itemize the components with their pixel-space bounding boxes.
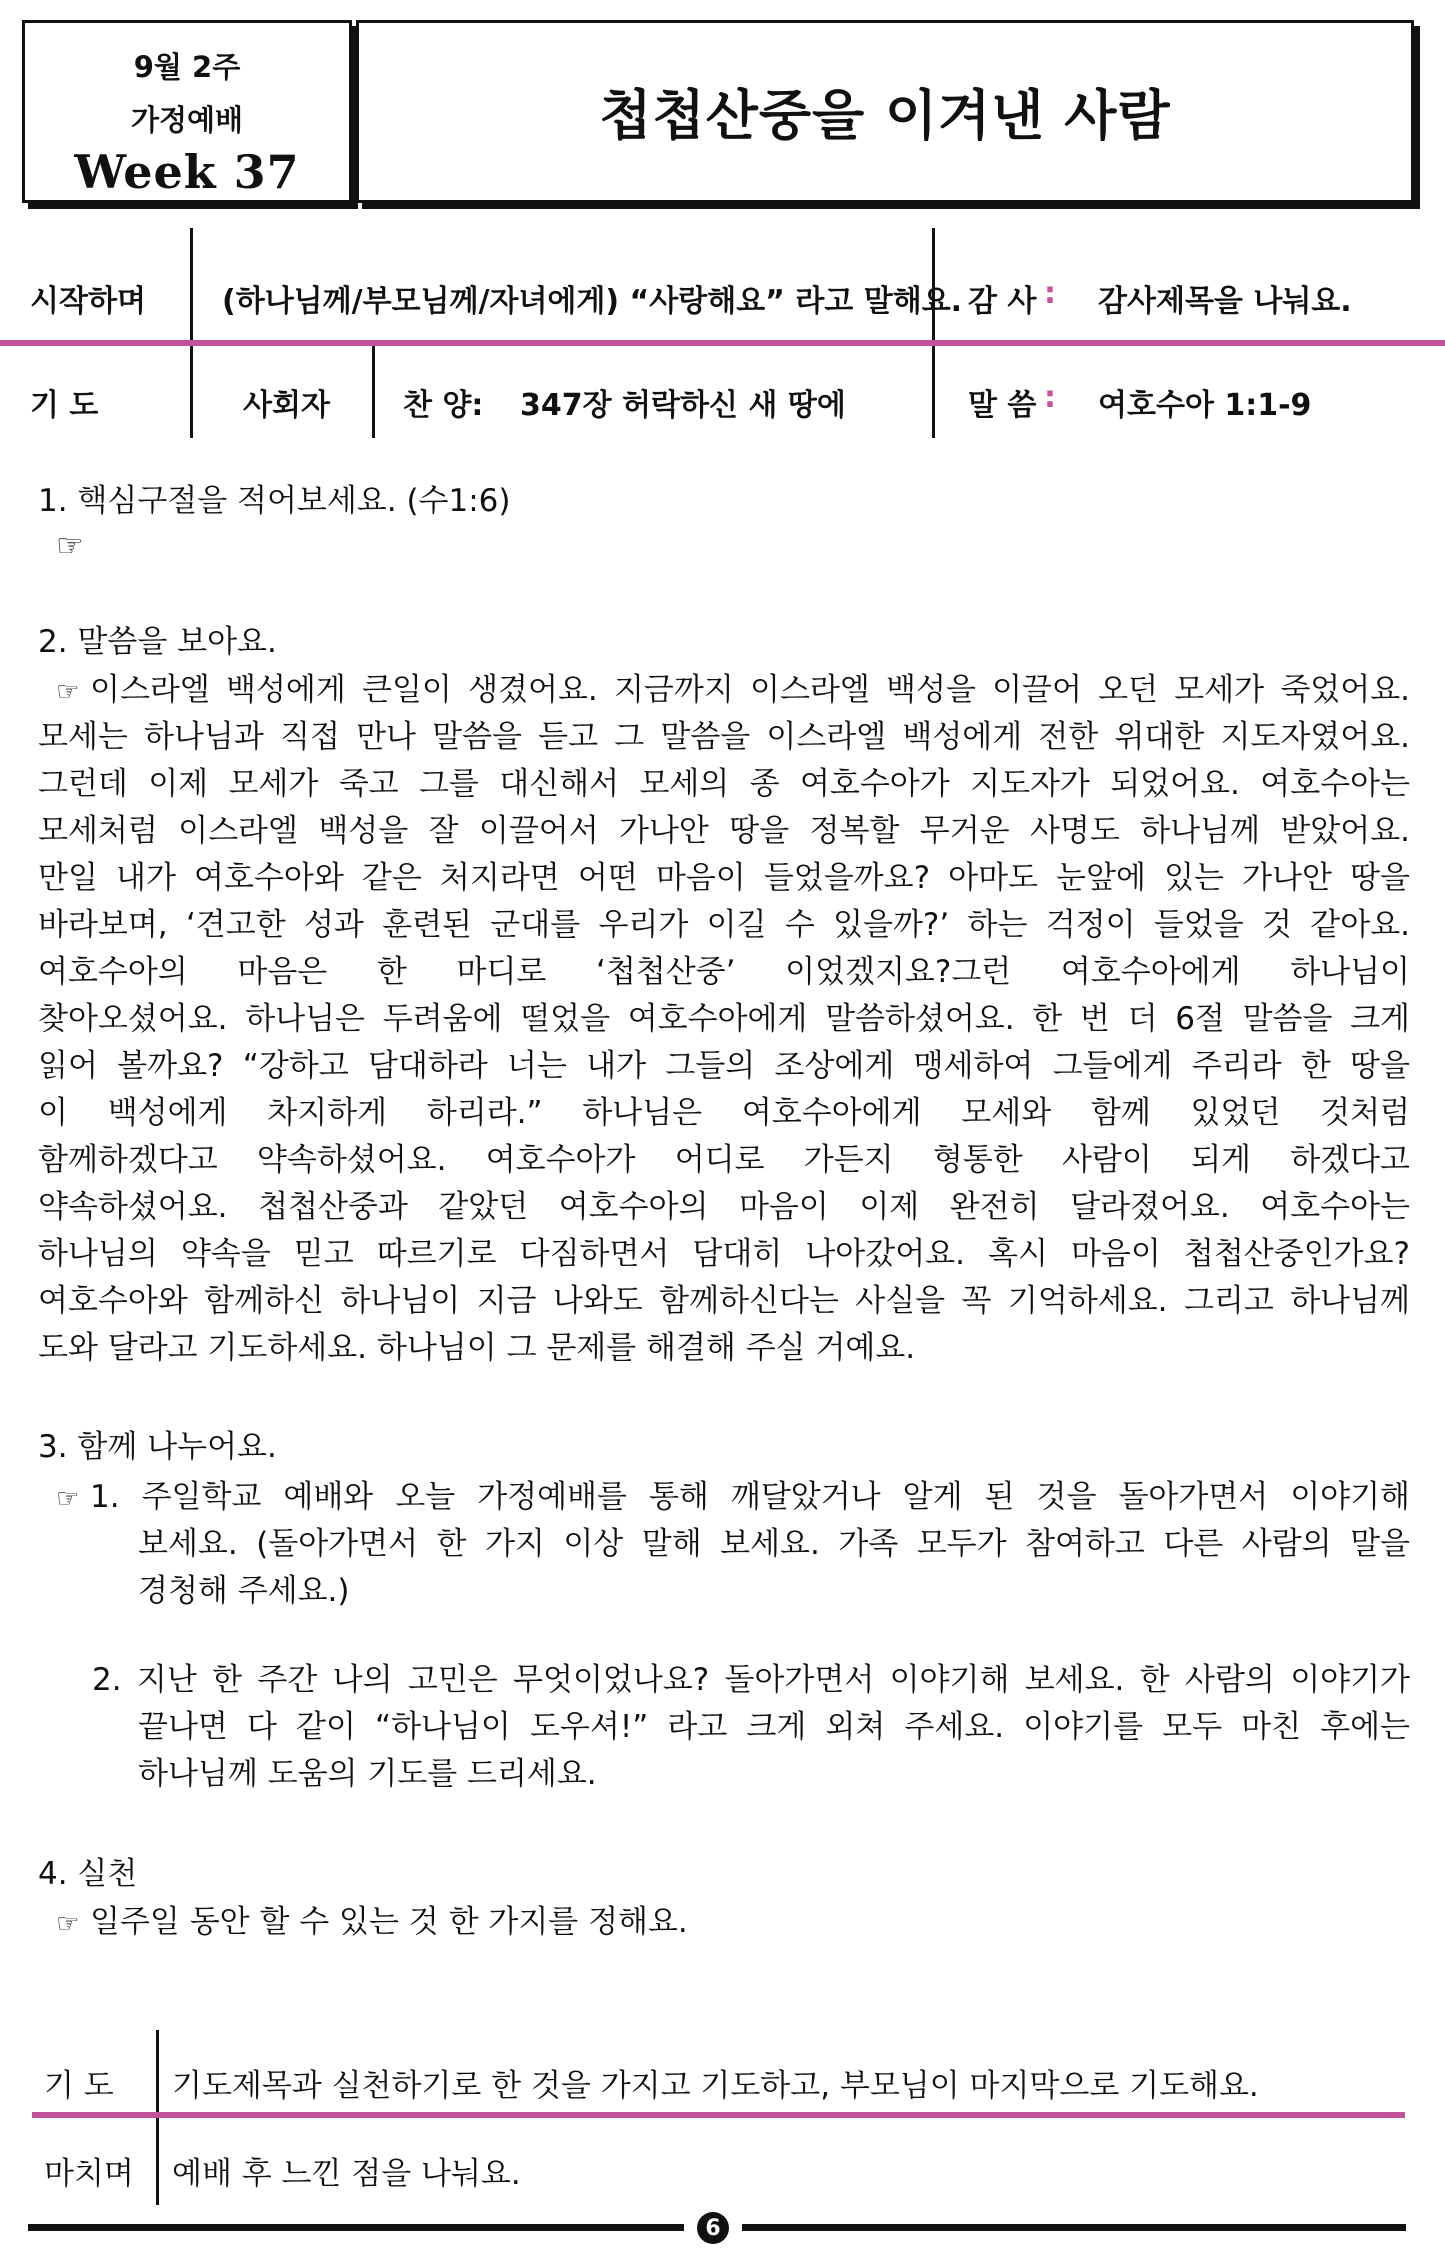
info-start-label: 시작하며 xyxy=(30,284,146,319)
closing-prayer-label: 기 도 xyxy=(44,2068,114,2104)
week-category: 가정예배 xyxy=(130,103,244,137)
info-hymn-label: 찬 양: xyxy=(403,388,484,423)
info-row-divider xyxy=(0,340,1445,346)
section-2-heading: 2. 말씀을 보아요. xyxy=(38,624,277,660)
section-3-item-2-line: 2. 지난 한 주간 나의 고민은 무엇이었나요? 돌아가면서 이야기해 보세요. 한 사람의 이야기가 xyxy=(92,1662,1410,1698)
footer-rule-left xyxy=(28,2224,684,2231)
section-3-heading: 3. 함께 나누어요. xyxy=(38,1429,277,1465)
section-2-paragraph-line: ☞ 이스라엘 백성에게 큰일이 생겼어요. 지금까지 이스라엘 백성을 이끌어 오던 모세가 죽었어요. xyxy=(56,668,1410,715)
pointer-icon: ☞ xyxy=(56,677,80,707)
pointer-icon: ☞ xyxy=(56,528,84,564)
section-2-paragraph-line: 이 백성에게 차지하게 하리라.” 하나님은 여호수아에게 모세와 함께 있었던 것처럼 xyxy=(38,1095,1410,1131)
info-hymn-value: 347장 허락하신 새 땅에 xyxy=(520,388,846,423)
info-divider xyxy=(932,228,935,438)
section-2-paragraph-line: 바라보며, ‘견고한 성과 훈련된 군대를 우리가 이길 수 있을까?’ 하는 걱정이 들었을 것 같아요. xyxy=(38,907,1410,943)
info-start-content: (하나님께/부모님께/자녀에게) “사랑해요” 라고 말해요. xyxy=(222,284,963,319)
section-2-paragraph-line: 하나님의 약속을 믿고 따르기로 다짐하면서 담대히 나아갔어요. 혹시 마음이 첩첩산중인가요? xyxy=(38,1236,1410,1272)
section-3-item-1-line: ☞ 1. 주일학교 예배와 오늘 가정예배를 통해 깨달았거나 알게 된 것을 돌아가면서 이야기해 xyxy=(56,1475,1410,1522)
section-2-paragraph-line: 여호수아와 함께하신 하나님이 지금 나와도 함께하신다는 사실을 꼭 기억하세요. 그리고 하나님께 xyxy=(38,1283,1410,1319)
week-box xyxy=(22,20,352,203)
info-leader: 사회자 xyxy=(243,388,330,423)
section-3-item-1-line: 보세요. (돌아가면서 한 가지 이상 말해 보세요. 가족 모두가 참여하고 다른 사람의 말을 xyxy=(138,1526,1410,1562)
info-word-colon: : xyxy=(1044,380,1056,415)
closing-end-text: 예배 후 느낀 점을 나눠요. xyxy=(172,2156,521,2192)
closing-prayer-text: 기도제목과 실천하기로 한 것을 가지고 기도하고, 부모님이 마지막으로 기도해요. xyxy=(172,2068,1259,2104)
info-thanks-label: 감 사 xyxy=(968,284,1037,319)
closing-row-divider xyxy=(32,2112,1405,2118)
pointer-icon: ☞ xyxy=(56,1484,80,1514)
section-2-paragraph-line: 찾아오셨어요. 하나님은 두려움에 떨었을 여호수아에게 말씀하셨어요. 한 번 더 6절 말씀을 크게 xyxy=(38,1001,1410,1037)
section-2-paragraph-line: 모세처럼 이스라엘 백성을 잘 이끌어서 가나안 땅을 정복할 무거운 사명도 하나님께 받았어요. xyxy=(38,813,1410,849)
section-2-paragraph-line: 도와 달라고 기도하세요. 하나님이 그 문제를 해결해 주실 거예요. xyxy=(38,1330,916,1366)
section-2-paragraph-line: 약속하셨어요. 첩첩산중과 같았던 여호수아의 마음이 이제 완전히 달라졌어요. 여호수아는 xyxy=(38,1189,1410,1225)
section-2-paragraph-line: 함께하겠다고 약속하셨어요. 여호수아가 어디로 가든지 형통한 사람이 되게 하겠다고 xyxy=(38,1142,1410,1178)
page-number: 6 xyxy=(697,2212,729,2244)
section-2-paragraph-line: 만일 내가 여호수아와 같은 처지라면 어떤 마음이 들었을까요? 아마도 눈앞에 있는 가나안 땅을 xyxy=(38,860,1410,896)
section-3-item-2-line: 하나님께 도움의 기도를 드리세요. xyxy=(138,1756,597,1792)
info-prayer-label: 기 도 xyxy=(30,388,99,423)
section-2-paragraph-line: 모세는 하나님과 직접 만나 말씀을 듣고 그 말씀을 이스라엘 백성에게 전한 위대한 지도자였어요. xyxy=(38,719,1410,755)
week-label: Week 37 xyxy=(74,145,300,199)
section-3-item-2-line: 끝나면 다 같이 “하나님이 도우셔!” 라고 크게 외쳐 주세요. 이야기를 모두 마친 후에는 xyxy=(138,1709,1410,1745)
info-divider xyxy=(372,345,375,438)
footer-rule-right xyxy=(742,2224,1406,2231)
section-4-line: ☞ 일주일 동안 할 수 있는 것 한 가지를 정해요. xyxy=(56,1900,1410,1947)
week-date: 9월 2주 xyxy=(133,50,241,84)
title-box xyxy=(356,20,1414,203)
section-4-heading: 4. 실천 xyxy=(38,1856,138,1892)
info-word-value: 여호수아 1:1-9 xyxy=(1098,388,1312,423)
section-2-paragraph-line: 읽어 볼까요? “강하고 담대하라 너는 내가 그들의 조상에게 맹세하여 그들에게 주리라 한 땅을 xyxy=(38,1048,1410,1084)
page-title: 첩첩산중을 이겨낸 사람 xyxy=(599,84,1171,147)
info-thanks-value: 감사제목을 나눠요. xyxy=(1098,284,1352,319)
info-word-label: 말 씀 xyxy=(968,388,1037,423)
section-3-item-1-line: 경청해 주세요.) xyxy=(138,1573,350,1609)
section-1-heading: 1. 핵심구절을 적어보세요. (수1:6) xyxy=(38,483,511,519)
closing-end-label: 마치며 xyxy=(44,2156,134,2192)
info-thanks-colon: : xyxy=(1044,276,1056,311)
pointer-icon: ☞ xyxy=(56,1909,80,1939)
info-divider xyxy=(190,228,193,438)
section-2-paragraph-line: 그런데 이제 모세가 죽고 그를 대신해서 모세의 종 여호수아가 지도자가 되었어요. 여호수아는 xyxy=(38,766,1410,802)
section-2-paragraph-line: 여호수아의 마음은 한 마디로 ‘첩첩산중’ 이었겠지요?그런 여호수아에게 하나님이 xyxy=(38,954,1410,990)
